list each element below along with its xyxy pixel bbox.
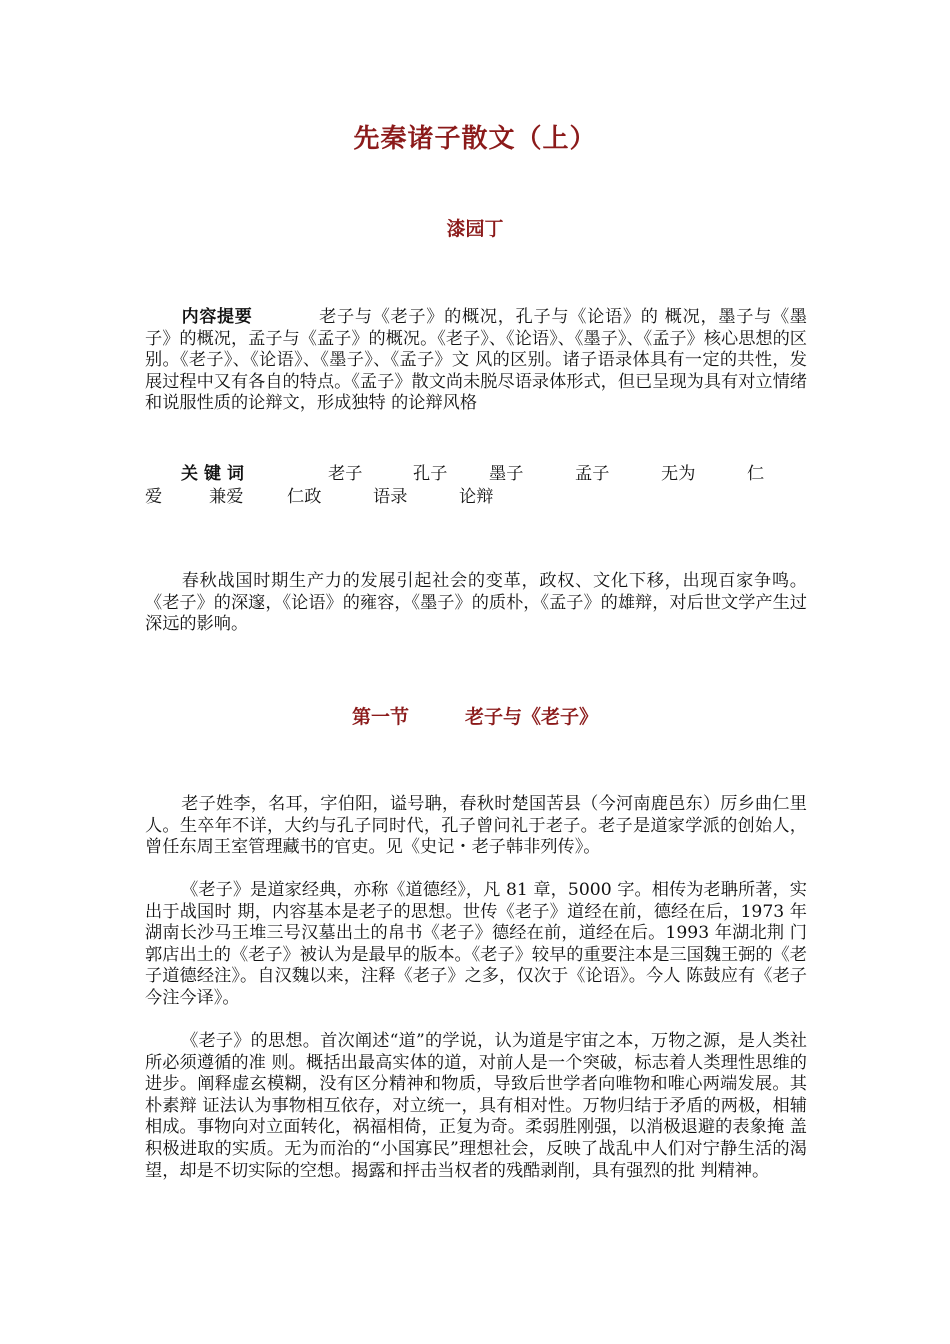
keyword-item: 孟子 [575,464,610,484]
document-title: 先秦诸子散文（上） [353,124,597,154]
keywords-label: 关键词 [181,464,250,484]
intro-text: 春秋战国时期生产力的发展引起社会的变革，政权、文化下移，出现百家争鸣。《老子》的深邃，《论语》的雍容，《墨子》的质朴，《孟子》的雄辩，对后世文学产生过深远的影响。 [145,571,807,635]
section-number: 第一节 [351,706,409,728]
paragraph-text: 老子姓李，名耳，字伯阳，谥号聃，春秋时楚国苦县（今河南鹿邑东）厉乡曲仁里人。生卒年不详，大约与孔子同时代，孔子曾问礼于老子。老子是道家学派的创始人，曾任东周王室管理藏书的官吏。见《史记・老子韩非列传》。 [145,794,807,858]
paragraph-text: 《老子》是道家经典，亦称《道德经》，凡 81 章，5000 字。相传为老聃所著，实出于战国时 期，内容基本是老子的思想。世传《老子》道经在前，德经在后，1973 年湖南长沙马王堆三号汉墓出土的帛书《老子》德经在前，道经在后。1993 年湖北荆 门郭店出土的《老子》被认为是最早的版本。《老子》较早的重要注本是三国魏王弼的《老子道德经注》。自汉魏以来，注释《老子》之多，仅次于《论语》。今人 陈鼓应有《老子今注今译》。 [145,880,807,1008]
keyword-item: 无为 [661,464,696,484]
section-paragraph-1 [145,794,807,859]
keyword-item: 老子 [328,464,363,484]
keyword-item: 墨子 [489,464,524,484]
summary-label: 内容提要 [181,307,253,327]
summary-text: 老子与《老子》的概况，孔子与《论语》的 概况，墨子与《墨子》的概况，孟子与《孟子》的概况。《老子》、《论语》、《墨子》、《孟子》核心思想的区别。《老子》、《论语》、《墨子》、《孟子》文 风的区别。诸子语录体具有一定的共性，发展过程中又有各自的特点。《孟子》散文尚未脱尽语录体形式，但已呈现为具有对立情绪和说服性质的论辩文，形成独特 的论辩风格 [145,307,807,414]
section-paragraph-3 [145,1031,807,1182]
intro-paragraph [145,571,807,636]
keyword-item: 仁政 [287,487,322,507]
keywords-row-2 [145,483,807,511]
paragraph-text: 《老子》的思想。首次阐述“道”的学说，认为道是宇宙之本，万物之源，是人类社所必须遵循的准 则。概括出最高实体的道，对前人是一个突破，标志着人类理性思维的进步。阐释虚玄模糊，没有区分精神和物质，导致后世学者向唯物和唯心两端发展。其朴素辩 证法认为事物相互依存，对立统一，具有相对性。万物归结于矛盾的两极，相辅相成。事物向对立面转化，祸福相倚，正复为奇。柔弱胜刚强，以消极退避的表象掩 盖积极进取的实质。无为而治的“小国寡民”理想社会，反映了战乱中人们对宁静生活的渴望，却是不切实际的空想。揭露和抨击当权者的残酷剥削，具有强烈的批 判精神。 [145,1031,807,1181]
keyword-item: 仁 [747,464,765,484]
section-heading [0,702,950,729]
keyword-item: 语录 [373,487,408,507]
author-name: 漆园丁 [446,218,504,240]
section-title-text: 老子与《老子》 [465,706,599,728]
keyword-item: 孔子 [413,464,448,484]
summary-paragraph [145,307,807,415]
keyword-item: 爱 [145,487,163,507]
keyword-item: 兼爱 [209,487,244,507]
section-paragraph-2 [145,880,807,1010]
keyword-item: 论辩 [459,487,494,507]
